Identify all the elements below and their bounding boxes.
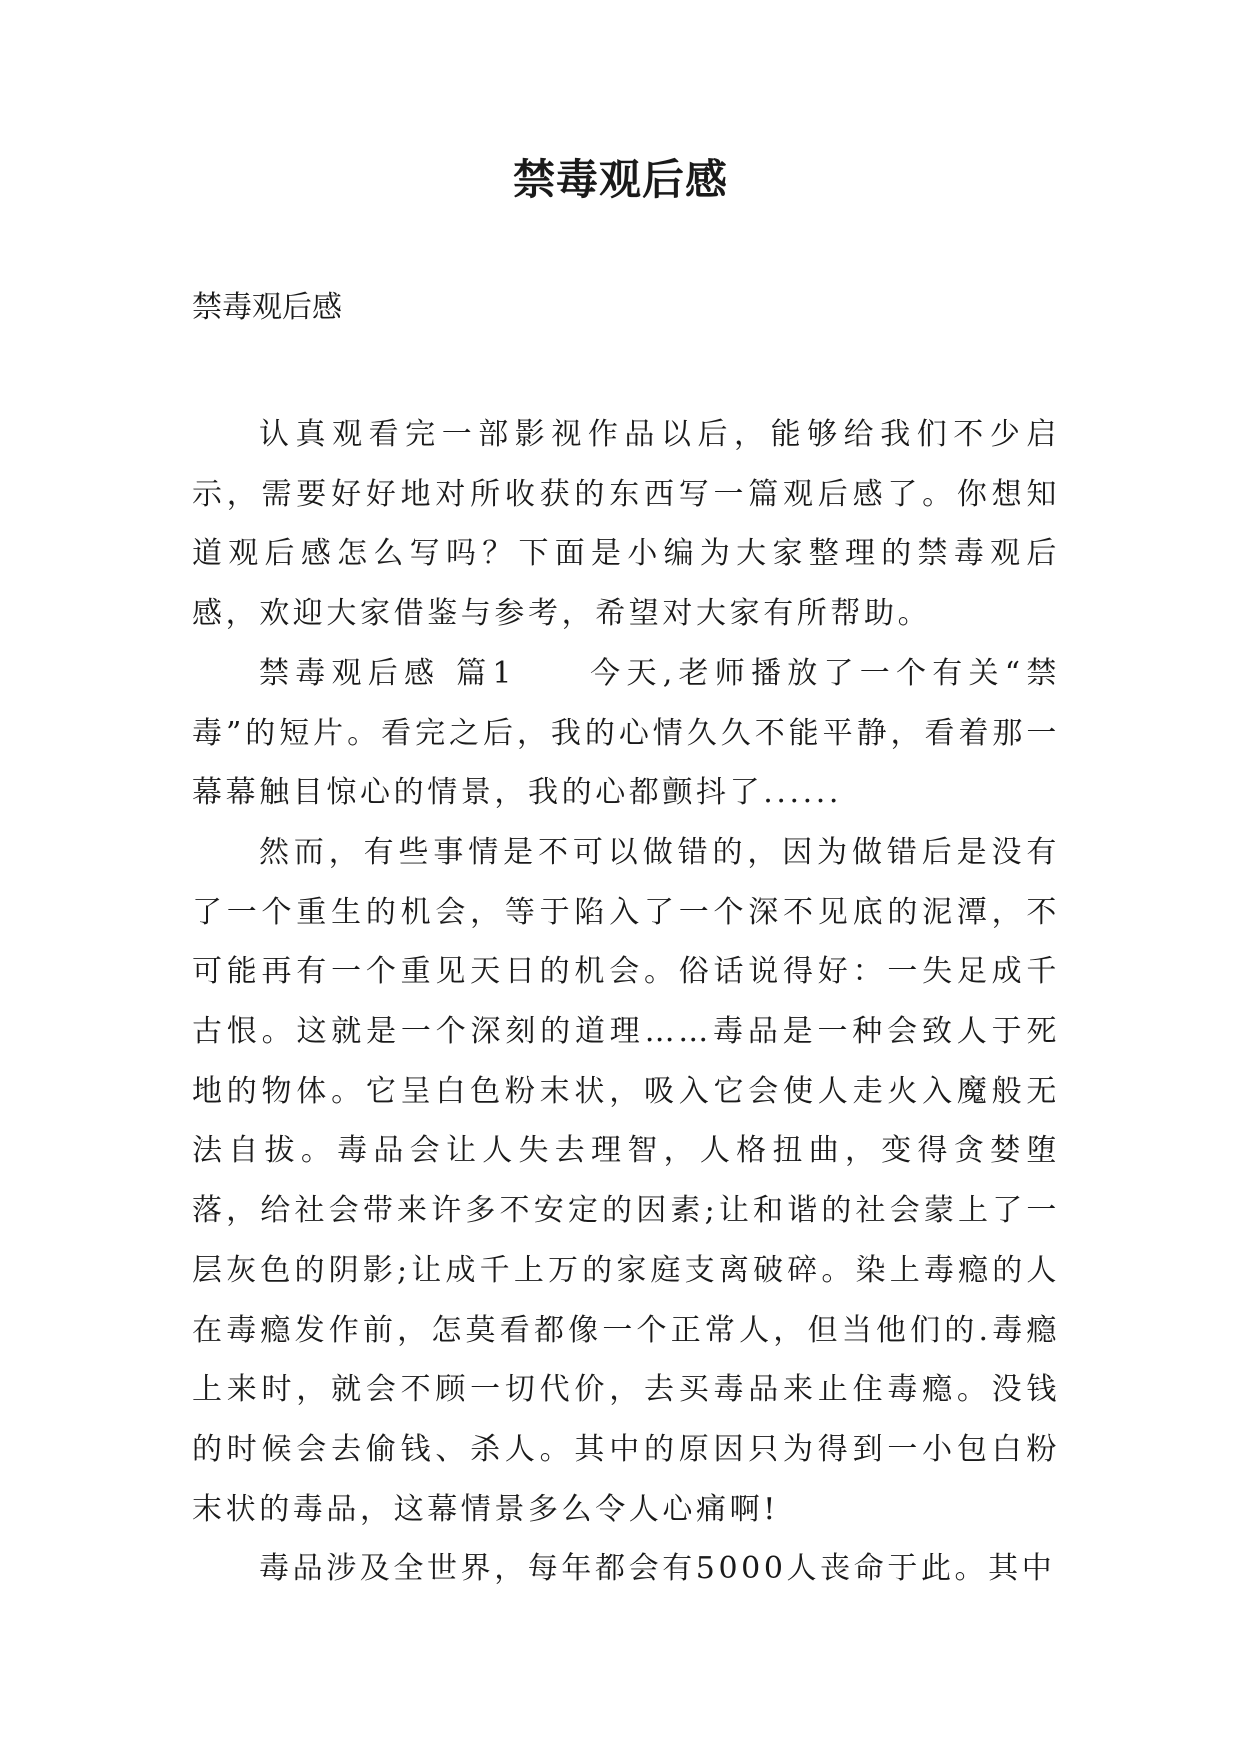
paragraph-continued: 毒品涉及全世界，每年都会有5000人丧命于此。其中	[259, 1551, 1056, 1587]
paragraph-part-1: 禁毒观后感 篇1 今天,老师播放了一个有关“禁毒”的短片。看完之后，我的心情久久不能平静，看着那一幕幕触目惊心的情景，我的心都颤抖了......	[192, 655, 1060, 811]
paragraph-main: 然而，有些事情是不可以做错的，因为做错后是没有了一个重生的机会，等于陷入了一个深不见底的泥潭，不可能再有一个重见天日的机会。俗话说得好：一失足成千古恨。这就是一个深刻的道理……毒品是一种会致人于死地的物体。它呈白色粉末状，吸入它会使人走火入魔般无法自拔。毒品会让人失去理智，人格扭曲，变得贪婪堕落，给社会带来许多不安定的因素;让和谐的社会蒙上了一层灰色的阴影;让成千上万的家庭支离破碎。染上毒瘾的人在毒瘾发作前，怎莫看都像一个正常人，但当他们的.毒瘾上来时，就会不顾一切代价，去买毒品来止住毒瘾。没钱的时候会去偷钱、杀人。其中的原因只为得到一小包白粉末状的毒品，这幕情景多么令人心痛啊!	[192, 834, 1060, 1527]
paragraph-intro: 认真观看完一部影视作品以后，能够给我们不少启示，需要好好地对所收获的东西写一篇观后感了。你想知道观后感怎么写吗？下面是小编为大家整理的禁毒观后感，欢迎大家借鉴与参考，希望对大家有所帮助。	[192, 417, 1060, 632]
document-subtitle: 禁毒观后感	[192, 290, 342, 325]
document-body	[192, 405, 1060, 1599]
document-title: 禁毒观后感	[512, 155, 728, 204]
